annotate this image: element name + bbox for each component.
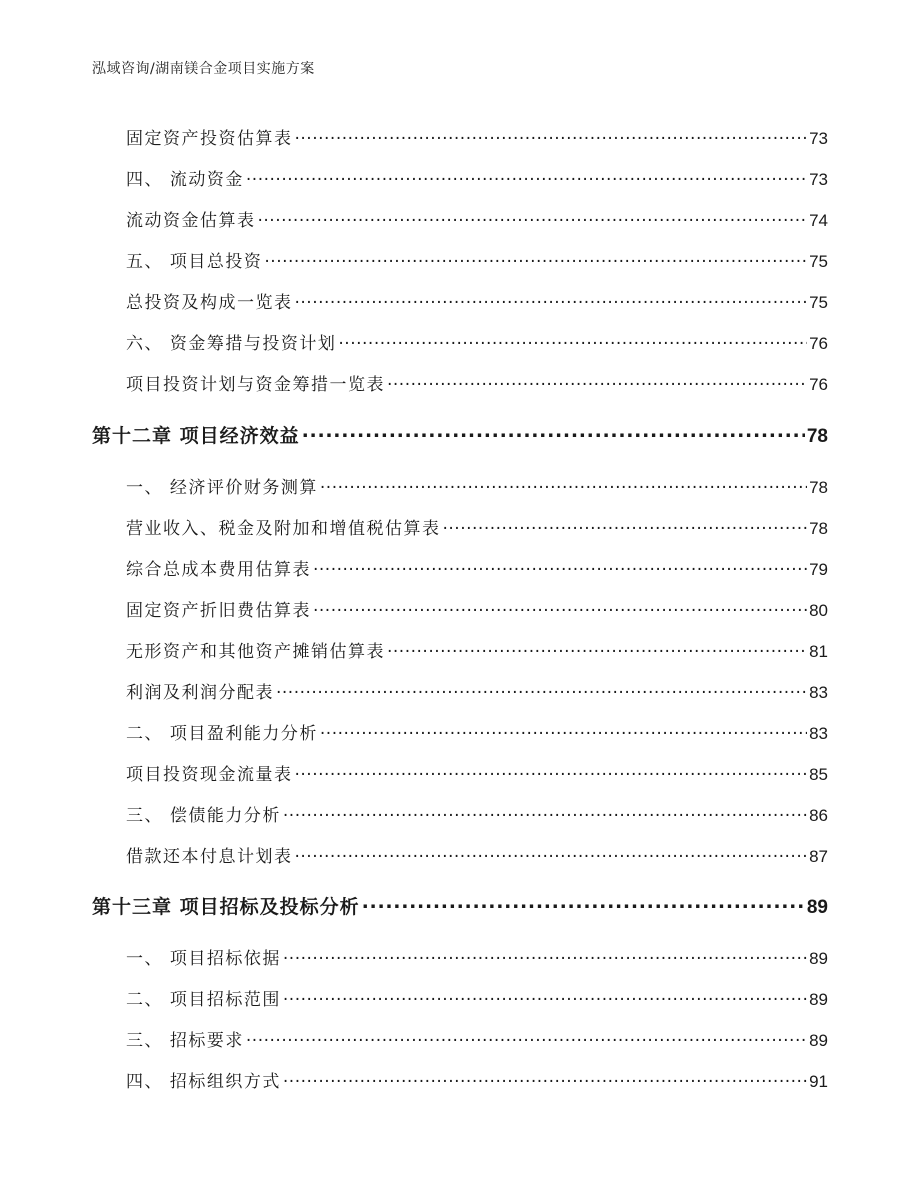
toc-entry-title: 流动资金估算表 <box>126 211 256 231</box>
dot-leader <box>283 804 807 821</box>
toc-entry-bidding-requirements[interactable] <box>126 1026 828 1051</box>
toc-entry-page: 89 <box>809 1031 828 1050</box>
toc-chapter-12[interactable] <box>92 421 828 448</box>
toc-entry-title: 一、 经济评价财务测算 <box>126 478 318 498</box>
toc-entry-working-capital[interactable] <box>126 165 828 190</box>
toc-entry-title: 营业收入、税金及附加和增值税估算表 <box>126 519 441 539</box>
dot-leader <box>295 845 808 862</box>
toc-entry-title: 固定资产折旧费估算表 <box>126 601 311 621</box>
toc-entry-page: 79 <box>809 560 828 579</box>
toc-entry-financial-evaluation[interactable] <box>126 473 828 498</box>
dot-leader <box>320 722 807 739</box>
dot-leader <box>246 1029 807 1046</box>
toc-entry-bidding-scope[interactable] <box>126 985 828 1010</box>
toc-entry-investment-composition-table[interactable] <box>126 288 828 313</box>
toc-entry-page: 78 <box>809 478 828 497</box>
dot-leader <box>320 476 807 493</box>
toc-entry-title: 六、 资金筹措与投资计划 <box>126 334 337 354</box>
dot-leader <box>295 127 808 144</box>
dot-leader <box>283 947 807 964</box>
toc-entry-title: 一、 项目招标依据 <box>126 949 281 969</box>
toc-entry-fixed-asset-investment-table[interactable] <box>126 124 828 149</box>
toc-entry-page: 83 <box>809 683 828 702</box>
toc-entry-title: 利润及利润分配表 <box>126 683 274 703</box>
toc-chapter-title: 第十三章 项目招标及投标分析 <box>92 896 360 918</box>
toc-entry-title: 二、 项目盈利能力分析 <box>126 724 318 744</box>
toc-entry-page: 83 <box>809 724 828 743</box>
toc-entry-title: 四、 招标组织方式 <box>126 1072 281 1092</box>
toc-entry-bidding-organization[interactable] <box>126 1067 828 1092</box>
dot-leader <box>283 988 807 1005</box>
toc-entry-page: 73 <box>809 170 828 189</box>
toc-entry-title: 二、 项目招标范围 <box>126 990 281 1010</box>
toc-entry-title: 三、 招标要求 <box>126 1031 244 1051</box>
toc-entry-page: 73 <box>809 129 828 148</box>
toc-entry-investment-plan-table[interactable] <box>126 370 828 395</box>
toc-entry-page: 80 <box>809 601 828 620</box>
toc-entry-title: 三、 偿债能力分析 <box>126 806 281 826</box>
toc-entry-total-cost-table[interactable] <box>126 555 828 580</box>
toc-entry-cash-flow-table[interactable] <box>126 760 828 785</box>
toc-entry-page: 76 <box>809 334 828 353</box>
toc-entry-page: 85 <box>809 765 828 784</box>
dot-leader <box>387 640 807 657</box>
dot-leader <box>387 373 807 390</box>
dot-leader <box>258 209 808 226</box>
toc-entry-page: 81 <box>809 642 828 661</box>
dot-leader <box>295 763 808 780</box>
dot-leader <box>362 894 805 913</box>
toc-chapter-page: 89 <box>806 897 828 918</box>
toc-entry-profitability-analysis[interactable] <box>126 719 828 744</box>
toc-entry-page: 74 <box>809 211 828 230</box>
toc-entry-page: 91 <box>809 1072 828 1091</box>
dot-leader <box>246 168 807 185</box>
toc-chapter-title: 第十二章 项目经济效益 <box>92 425 300 447</box>
toc-entry-title: 四、 流动资金 <box>126 170 244 190</box>
dot-leader <box>302 423 805 442</box>
toc-chapter-13[interactable] <box>92 892 828 919</box>
running-header: 泓域咨询/湖南镁合金项目实施方案 <box>92 61 315 77</box>
dot-leader <box>264 250 807 267</box>
toc-entry-profit-distribution-table[interactable] <box>126 678 828 703</box>
toc-entry-depreciation-table[interactable] <box>126 596 828 621</box>
toc-entry-title: 无形资产和其他资产摊销估算表 <box>126 642 385 662</box>
toc-entry-title: 项目投资计划与资金筹措一览表 <box>126 375 385 395</box>
toc-entry-title: 五、 项目总投资 <box>126 252 263 272</box>
toc-entry-revenue-tax-table[interactable] <box>126 514 828 539</box>
toc-entry-solvency-analysis[interactable] <box>126 801 828 826</box>
toc-entry-page: 78 <box>809 519 828 538</box>
toc-entry-title: 综合总成本费用估算表 <box>126 560 311 580</box>
dot-leader <box>283 1070 807 1087</box>
dot-leader <box>443 517 808 534</box>
toc-entry-title: 固定资产投资估算表 <box>126 129 293 149</box>
toc-entry-page: 75 <box>809 293 828 312</box>
dot-leader <box>313 558 807 575</box>
toc-entry-page: 89 <box>809 949 828 968</box>
toc-entry-amortization-table[interactable] <box>126 637 828 662</box>
dot-leader <box>276 681 807 698</box>
toc-entry-page: 86 <box>809 806 828 825</box>
toc-entry-page: 76 <box>809 375 828 394</box>
toc-entry-title: 项目投资现金流量表 <box>126 765 293 785</box>
dot-leader <box>295 291 808 308</box>
toc-entry-bidding-basis[interactable] <box>126 944 828 969</box>
dot-leader <box>313 599 807 616</box>
toc-chapter-page: 78 <box>806 426 828 447</box>
toc-entry-page: 75 <box>809 252 828 271</box>
toc-entry-title: 总投资及构成一览表 <box>126 293 293 313</box>
toc-entry-working-capital-table[interactable] <box>126 206 828 231</box>
toc-entry-title: 借款还本付息计划表 <box>126 847 293 867</box>
dot-leader <box>338 332 807 349</box>
toc-entry-funding-and-investment-plan[interactable] <box>126 329 828 354</box>
toc-entry-page: 89 <box>809 990 828 1009</box>
toc-entry-loan-repayment-table[interactable] <box>126 842 828 867</box>
toc-entry-total-investment[interactable] <box>126 247 828 272</box>
toc-entry-page: 87 <box>809 847 828 866</box>
